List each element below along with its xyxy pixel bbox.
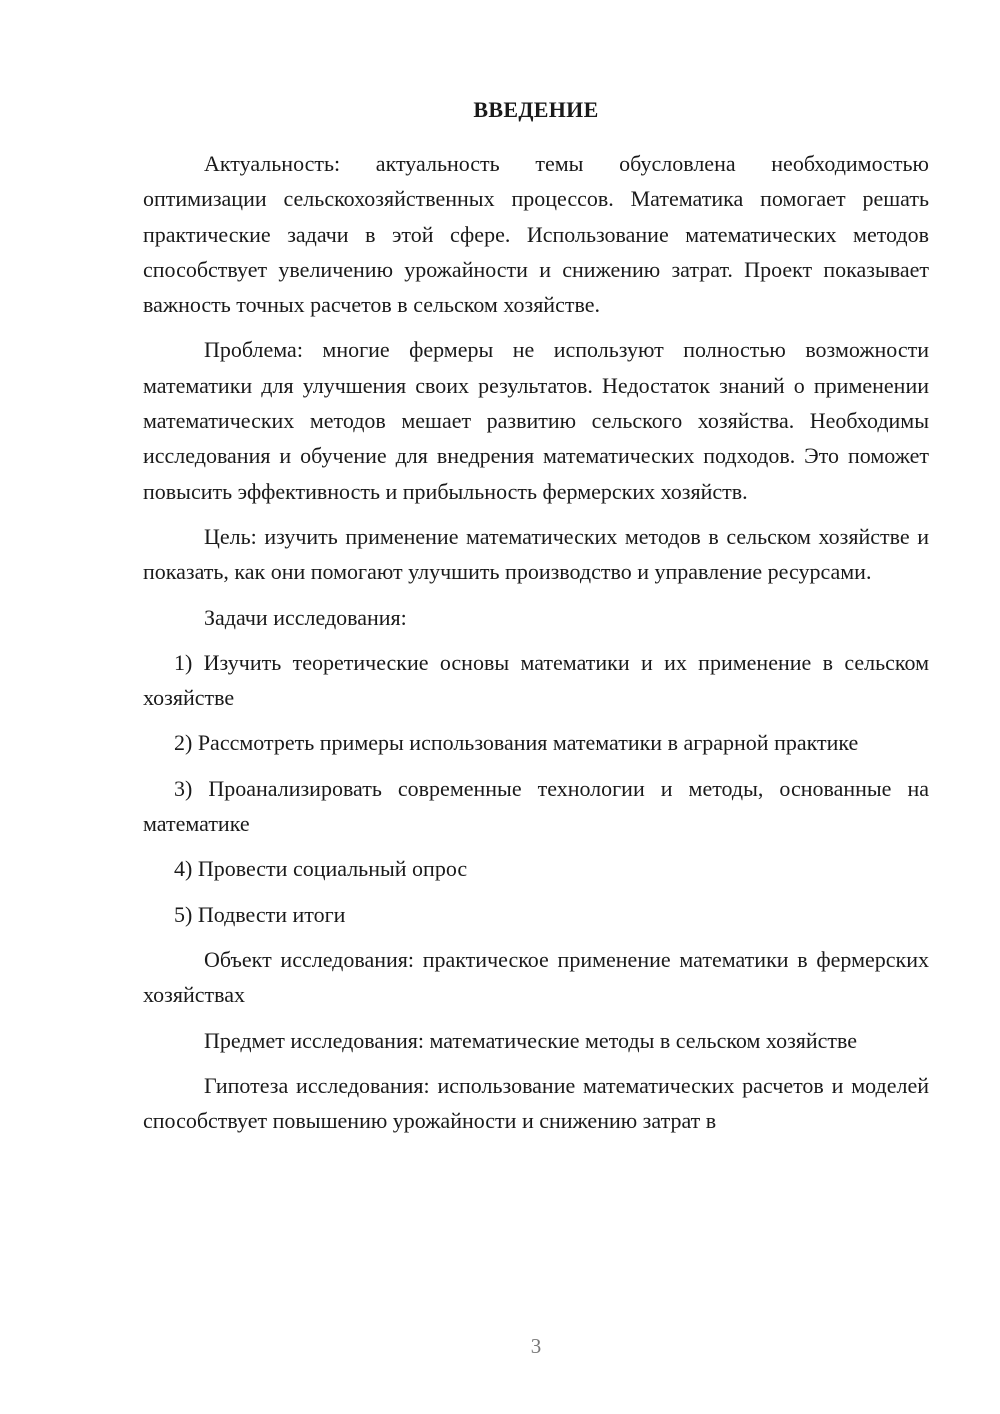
document-page: [143, 94, 929, 1148]
paragraph-goal: Цель: изучить применение математических методов в сельском хозяйстве и показать, как они помогают улучшить производство и управление ресурсами.: [143, 523, 929, 585]
paragraph-hypothesis: Гипотеза исследования: использование математических расчетов и моделей способствует повышению урожайности и снижению затрат в: [143, 1072, 929, 1134]
page-title: ВВЕДЕНИЕ: [473, 97, 599, 122]
paragraph-object: Объект исследования: практическое применение математики в фермерских хозяйствах: [143, 946, 929, 1008]
page-number: 3: [530, 1334, 542, 1358]
paragraph-problem: Проблема: многие фермеры не используют полностью возможности математики для улучшения своих результатов. Недостаток знаний о применении математических методов мешает развитию сельского хозяйства. Необходимы исследования и обучение для внедрения математических подходов. Это поможет повысить эффективность и прибыльность фермерских хозяйств.: [143, 337, 929, 504]
task-item-3: 3) Проанализировать современные технологии и методы, основанные на математике: [143, 775, 929, 837]
task-item-1: 1) Изучить теоретические основы математики и их применение в сельском хозяйстве: [143, 649, 929, 711]
paragraph-relevance: Актуальность: актуальность темы обусловлена необходимостью оптимизации сельскохозяйственных процессов. Математика помогает решать практические задачи в этой сфере. Использование математических методов способствует увеличению урожайности и снижению затрат. Проект показывает важность точных расчетов в сельском хозяйстве.: [143, 151, 929, 318]
paragraph-tasks-intro: Задачи исследования:: [204, 604, 407, 630]
paragraph-subject: Предмет исследования: математические методы в сельском хозяйстве: [204, 1027, 858, 1053]
task-item-2: 2) Рассмотреть примеры использования математики в аграрной практике: [174, 730, 859, 756]
task-item-5: 5) Подвести итоги: [174, 901, 346, 927]
task-item-4: 4) Провести социальный опрос: [174, 856, 468, 882]
